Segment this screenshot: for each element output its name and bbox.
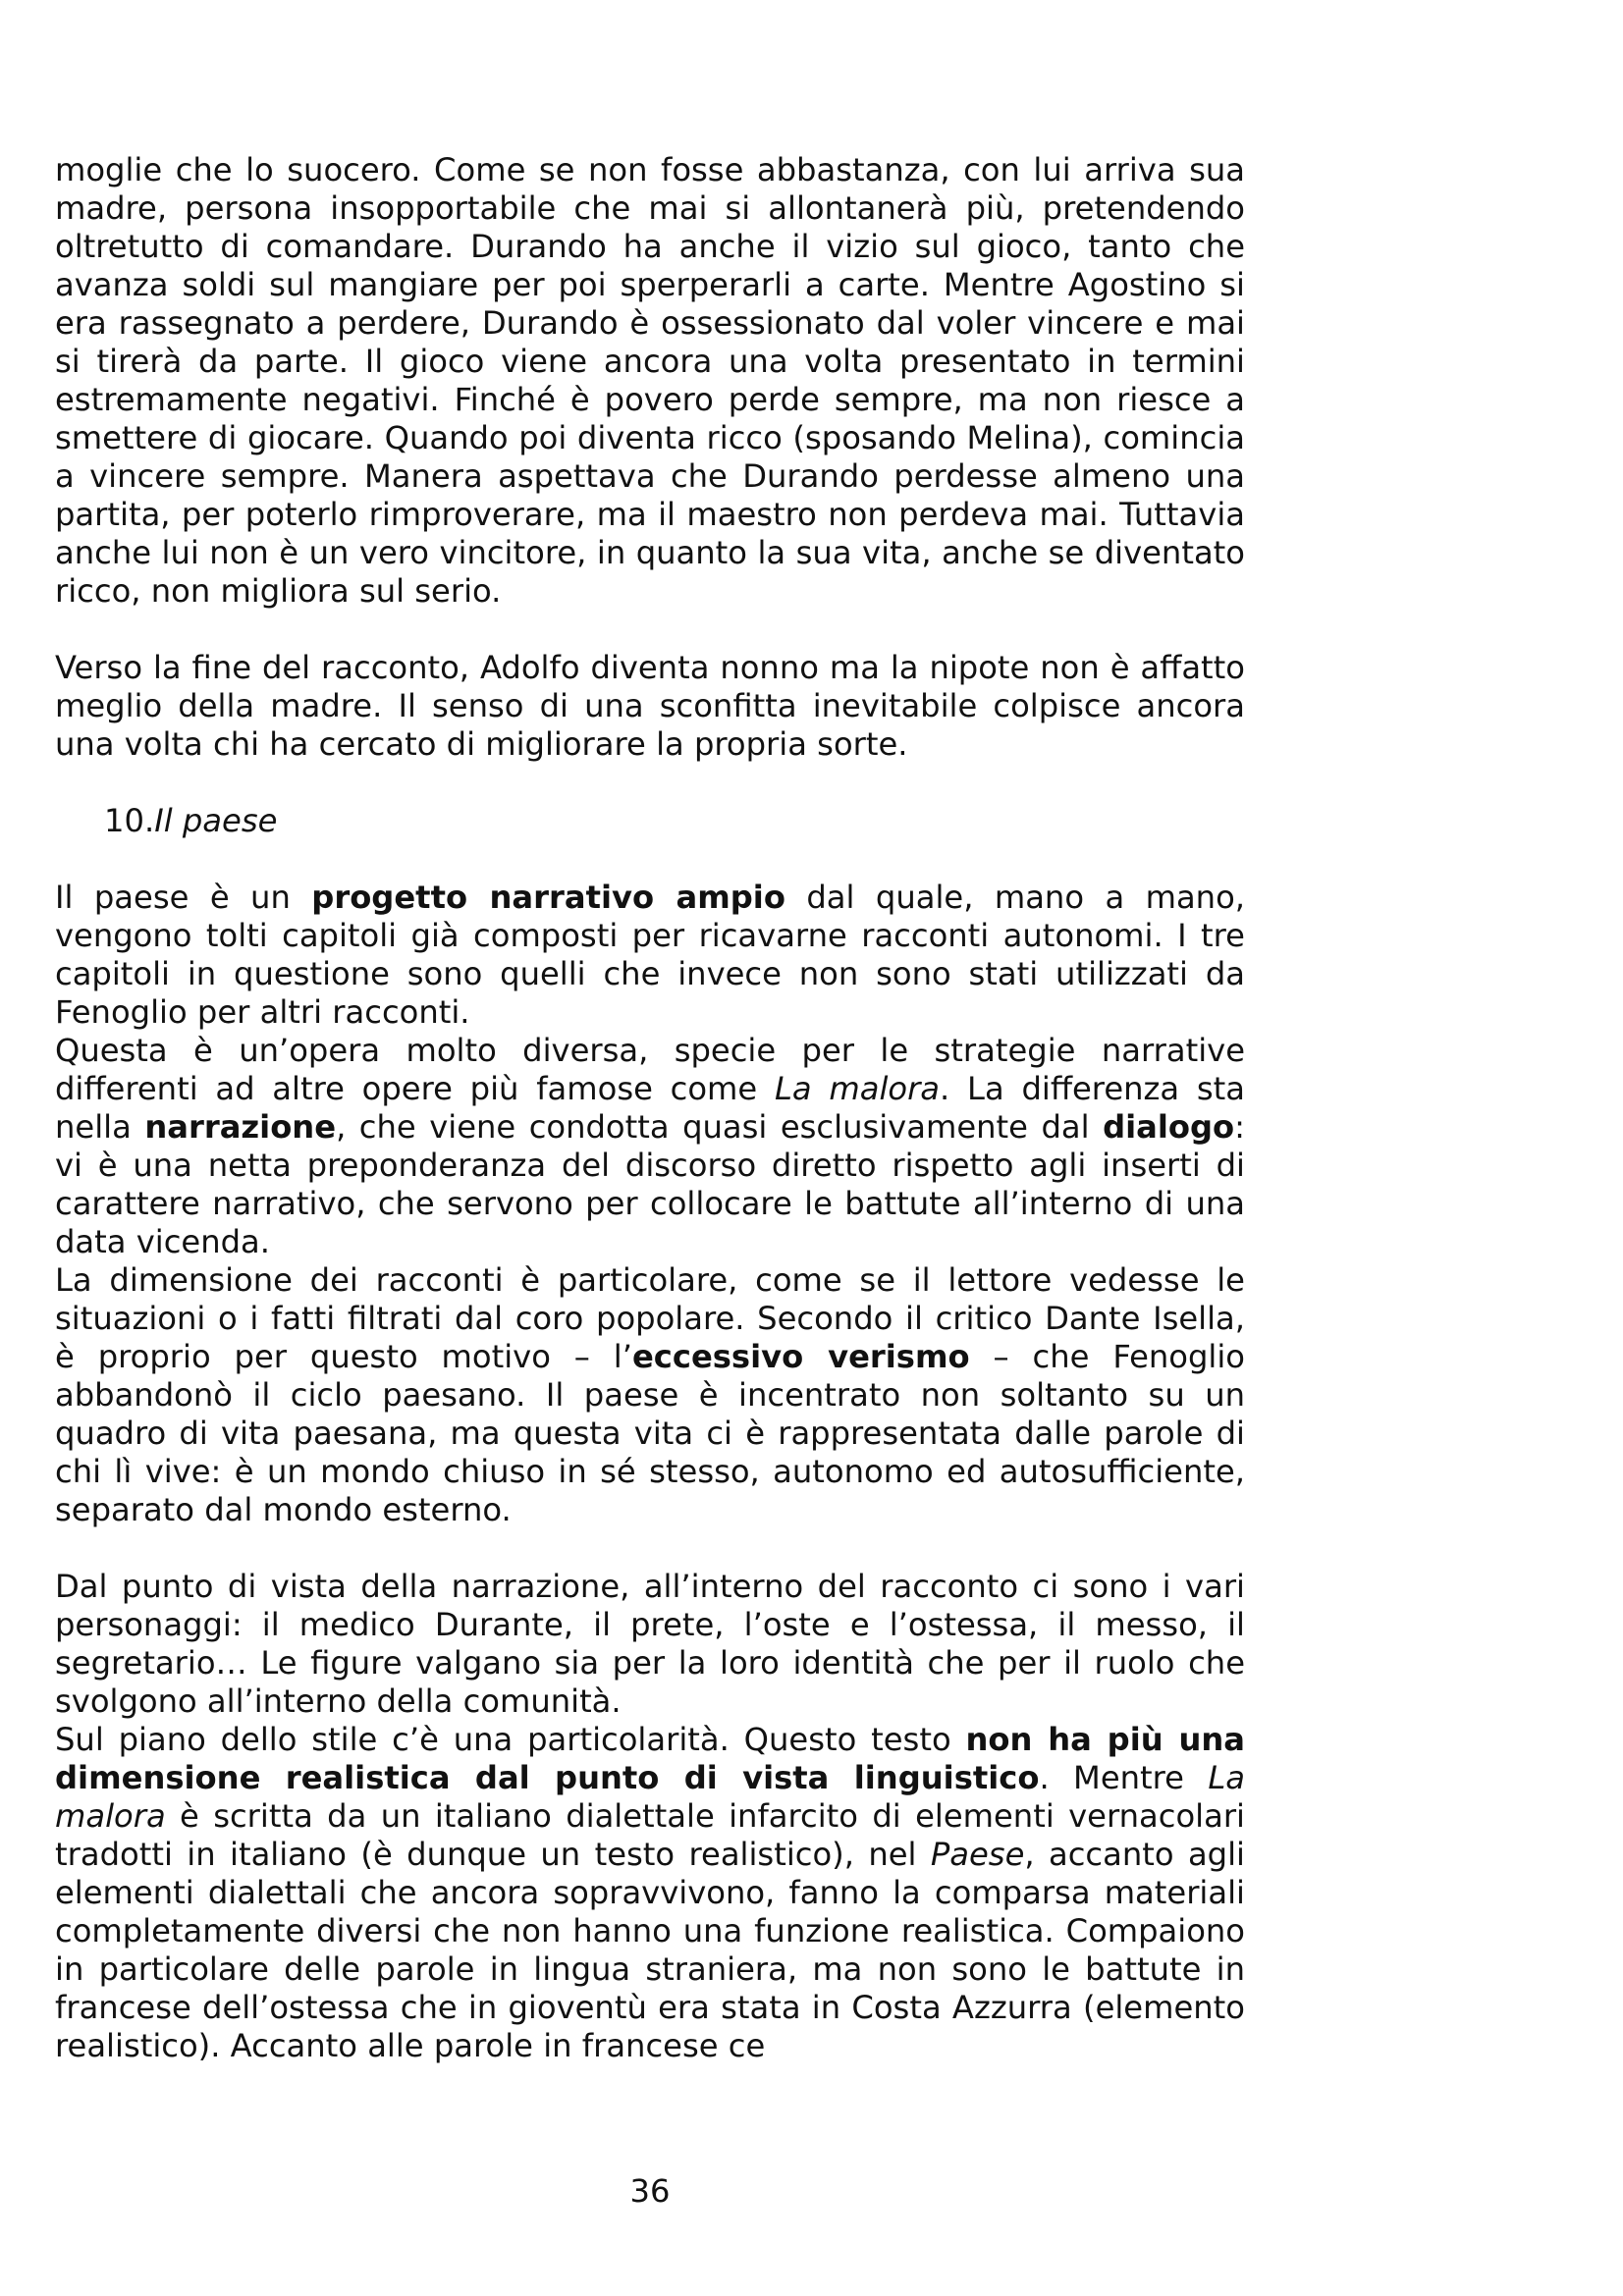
text-segment: dal quale, mano a mano, vengono tolti capitoli già composti per ricavarne racconti autonomi. I tre capitoli in questione sono quelli che invece non sono stati utilizzati da Fenoglio per altri racconti.: [55, 879, 1245, 1031]
paragraph-gap: [55, 1529, 1245, 1568]
paragraph-gap: [55, 764, 1245, 802]
paragraph-finale-racconto: [55, 649, 1245, 764]
paragraph-opera-diversa: [55, 1032, 1245, 1261]
text-segment: Sul piano dello stile c’è una particolarità. Questo testo: [55, 1721, 966, 1758]
text-segment: : vi è una netta preponderanza del discorso diretto rispetto agli inserti di carattere narrativo, che servono per collocare le battute all’interno di una data vicenda.: [55, 1108, 1246, 1260]
section-heading: [55, 802, 1245, 840]
paragraph-gap: [55, 840, 1245, 879]
document-page: [55, 151, 1245, 2065]
bold-term: dialogo: [1103, 1108, 1235, 1146]
paragraph-progetto-narrativo: [55, 879, 1245, 1032]
bold-term: narrazione: [144, 1108, 337, 1146]
text-segment: . La differenza sta nella: [55, 1070, 1246, 1146]
bold-term: non ha più una dimensione realistica dal punto di vista linguistico: [55, 1721, 1245, 1796]
page-number: 36: [629, 2172, 671, 2210]
text-segment: , che viene condotta quasi esclusivamente dal: [336, 1108, 1104, 1146]
italic-title: La malora: [55, 1759, 1245, 1835]
bold-term: progetto narrativo ampio: [311, 879, 785, 916]
italic-title: Paese: [930, 1836, 1025, 1873]
text-segment: . Mentre: [1039, 1759, 1209, 1796]
text-segment: , accanto agli elementi dialettali che ancora sopravvivono, fanno la comparsa materiali completamente diversi che non hanno una funzione realistica. Compaiono in particolare delle parole in lingua straniera, ma non sono le battute in francese dell’ostessa che in gioventù era stata in Costa Azzurra (elemento realistico). Accanto alle parole in francese ce: [55, 1836, 1246, 2064]
text-segment: moglie che lo suocero. Come se non fosse abbastanza, con lui arriva sua madre, persona insopportabile che mai si allontanerà più, pretendendo oltretutto di comandare. Durando ha anche il vizio sul gioco, tanto che avanza soldi sul mangiare per poi sperperarli a carte. Mentre Agostino si era rassegnato a perdere, Durando è ossessionato dal voler vincere e mai si tirerà da parte. Il gioco viene ancora una volta presentato in termini estremamente negativi. Finché è povero perde sempre, ma non riesce a smettere di giocare. Quando poi diventa ricco (sposando Melina), comincia a vincere sempre. Manera aspettava che Durando perdesse almeno una partita, per poterlo rimproverare, ma il maestro non perdeva mai. Tuttavia anche lui non è un vero vincitore, in quanto la sua vita, anche se diventato ricco, non migliora sul serio.: [55, 151, 1245, 610]
section-number: 10.: [104, 802, 155, 839]
bold-term: eccessivo verismo: [631, 1338, 970, 1375]
italic-title: La malora: [774, 1070, 941, 1107]
paragraph-personaggi: [55, 1568, 1245, 1721]
paragraph-gap: [55, 611, 1245, 649]
text-segment: – che Fenoglio abbandonò il ciclo paesano. Il paese è incentrato non soltanto su un quadro di vita paesana, ma questa vita ci è rappresentata dalle parole di chi lì vive: è un mondo chiuso in sé stesso, autonomo ed autosufficiente, separato dal mondo esterno.: [55, 1338, 1245, 1528]
text-segment: Dal punto di vista della narrazione, all’interno del racconto ci sono i vari personaggi: il medico Durante, il prete, l’oste e l’ostessa, il messo, il segretario… Le figure valgano sia per la loro identità che per il ruolo che svolgono all’interno della comunità.: [55, 1568, 1245, 1720]
text-segment: Questa è un’opera molto diversa, specie per le strategie narrative differenti ad altre opere più famose come: [55, 1032, 1245, 1107]
text-segment: è scritta da un italiano dialettale infarcito di elementi vernacolari tradotti in italiano (è dunque un testo realistico), nel: [55, 1797, 1245, 1873]
paragraph-durando-gioco: [55, 151, 1245, 611]
text-segment: Verso la fine del racconto, Adolfo diventa nonno ma la nipote non è affatto meglio della madre. Il senso di una sconfitta inevitabile colpisce ancora una volta chi ha cercato di migliorare la propria sorte.: [55, 649, 1245, 763]
paragraph-stile: [55, 1721, 1245, 2065]
section-title: Il paese: [154, 802, 278, 839]
text-segment: Il paese è un: [55, 879, 312, 916]
text-segment: La dimensione dei racconti è particolare, come se il lettore vedesse le situazioni o i fatti filtrati dal coro popolare. Secondo il critico Dante Isella, è proprio per questo motivo – l’: [55, 1261, 1245, 1375]
paragraph-dimensione-racconti: [55, 1261, 1245, 1529]
